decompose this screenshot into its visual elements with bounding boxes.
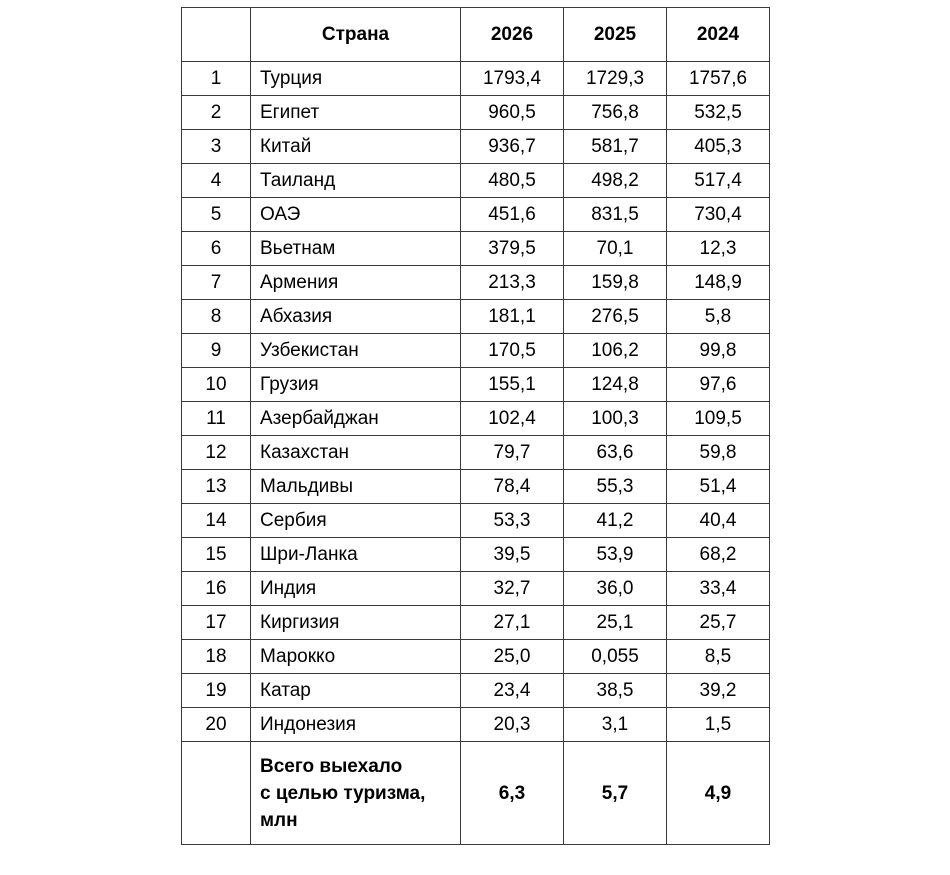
value-2025-cell: 276,5 — [564, 300, 667, 334]
value-2025-cell: 25,1 — [564, 606, 667, 640]
value-2025-cell: 63,6 — [564, 436, 667, 470]
value-2024-cell: 148,9 — [667, 266, 770, 300]
value-2024-cell: 99,8 — [667, 334, 770, 368]
country-cell: Египет — [251, 96, 461, 130]
table-row — [182, 674, 770, 708]
value-2026-cell: 78,4 — [461, 470, 564, 504]
total-2026: 6,3 — [461, 742, 564, 845]
table-row — [182, 164, 770, 198]
value-2026-cell: 27,1 — [461, 606, 564, 640]
country-cell: Узбекистан — [251, 334, 461, 368]
value-2026-cell: 53,3 — [461, 504, 564, 538]
rank-cell: 19 — [182, 674, 251, 708]
tourism-table — [181, 7, 770, 845]
value-2024-cell: 109,5 — [667, 402, 770, 436]
table-row — [182, 640, 770, 674]
table-body — [182, 62, 770, 742]
country-cell: Абхазия — [251, 300, 461, 334]
value-2025-cell: 3,1 — [564, 708, 667, 742]
rank-cell: 5 — [182, 198, 251, 232]
table-row — [182, 538, 770, 572]
header-year-2024: 2024 — [667, 8, 770, 62]
total-rank-cell — [182, 742, 251, 845]
value-2025-cell: 1729,3 — [564, 62, 667, 96]
value-2025-cell: 70,1 — [564, 232, 667, 266]
country-cell: Мальдивы — [251, 470, 461, 504]
table-row — [182, 470, 770, 504]
value-2024-cell: 1,5 — [667, 708, 770, 742]
value-2024-cell: 33,4 — [667, 572, 770, 606]
value-2024-cell: 405,3 — [667, 130, 770, 164]
value-2026-cell: 451,6 — [461, 198, 564, 232]
rank-cell: 14 — [182, 504, 251, 538]
rank-cell: 17 — [182, 606, 251, 640]
value-2026-cell: 102,4 — [461, 402, 564, 436]
country-cell: Сербия — [251, 504, 461, 538]
value-2025-cell: 498,2 — [564, 164, 667, 198]
total-label-line: млн — [260, 809, 298, 831]
value-2025-cell: 831,5 — [564, 198, 667, 232]
value-2025-cell: 106,2 — [564, 334, 667, 368]
value-2025-cell: 53,9 — [564, 538, 667, 572]
value-2024-cell: 68,2 — [667, 538, 770, 572]
table-row — [182, 402, 770, 436]
value-2024-cell: 51,4 — [667, 470, 770, 504]
table-row — [182, 436, 770, 470]
value-2026-cell: 32,7 — [461, 572, 564, 606]
table-row — [182, 708, 770, 742]
country-cell: Таиланд — [251, 164, 461, 198]
table-row — [182, 96, 770, 130]
rank-cell: 13 — [182, 470, 251, 504]
rank-cell: 16 — [182, 572, 251, 606]
value-2025-cell: 124,8 — [564, 368, 667, 402]
value-2024-cell: 25,7 — [667, 606, 770, 640]
value-2025-cell: 0,055 — [564, 640, 667, 674]
country-cell: ОАЭ — [251, 198, 461, 232]
value-2024-cell: 1757,6 — [667, 62, 770, 96]
rank-cell: 2 — [182, 96, 251, 130]
value-2025-cell: 100,3 — [564, 402, 667, 436]
value-2026-cell: 39,5 — [461, 538, 564, 572]
value-2025-cell: 38,5 — [564, 674, 667, 708]
table-row — [182, 300, 770, 334]
value-2026-cell: 155,1 — [461, 368, 564, 402]
value-2026-cell: 181,1 — [461, 300, 564, 334]
value-2026-cell: 79,7 — [461, 436, 564, 470]
value-2025-cell: 55,3 — [564, 470, 667, 504]
value-2025-cell: 159,8 — [564, 266, 667, 300]
rank-cell: 12 — [182, 436, 251, 470]
table-row — [182, 62, 770, 96]
table-row — [182, 334, 770, 368]
value-2026-cell: 480,5 — [461, 164, 564, 198]
value-2024-cell: 12,3 — [667, 232, 770, 266]
country-cell: Марокко — [251, 640, 461, 674]
value-2025-cell: 36,0 — [564, 572, 667, 606]
rank-cell: 20 — [182, 708, 251, 742]
value-2026-cell: 1793,4 — [461, 62, 564, 96]
value-2026-cell: 213,3 — [461, 266, 564, 300]
value-2024-cell: 97,6 — [667, 368, 770, 402]
rank-cell: 8 — [182, 300, 251, 334]
table-row — [182, 266, 770, 300]
rank-cell: 6 — [182, 232, 251, 266]
rank-cell: 11 — [182, 402, 251, 436]
country-cell: Шри-Ланка — [251, 538, 461, 572]
rank-cell: 3 — [182, 130, 251, 164]
header-rank — [182, 8, 251, 62]
rank-cell: 18 — [182, 640, 251, 674]
value-2024-cell: 8,5 — [667, 640, 770, 674]
country-cell: Индия — [251, 572, 461, 606]
value-2025-cell: 756,8 — [564, 96, 667, 130]
value-2024-cell: 40,4 — [667, 504, 770, 538]
rank-cell: 1 — [182, 62, 251, 96]
rank-cell: 4 — [182, 164, 251, 198]
table-row — [182, 130, 770, 164]
country-cell: Турция — [251, 62, 461, 96]
header-year-2025: 2025 — [564, 8, 667, 62]
table-row — [182, 232, 770, 266]
value-2026-cell: 379,5 — [461, 232, 564, 266]
total-row — [182, 742, 770, 845]
header-country: Страна — [251, 8, 461, 62]
value-2026-cell: 960,5 — [461, 96, 564, 130]
country-cell: Киргизия — [251, 606, 461, 640]
header-year-2026: 2026 — [461, 8, 564, 62]
total-label-line: Всего выехало — [260, 755, 403, 777]
country-cell: Индонезия — [251, 708, 461, 742]
value-2025-cell: 41,2 — [564, 504, 667, 538]
country-cell: Китай — [251, 130, 461, 164]
value-2024-cell: 730,4 — [667, 198, 770, 232]
total-2024: 4,9 — [667, 742, 770, 845]
table-row — [182, 504, 770, 538]
table-row — [182, 368, 770, 402]
country-cell: Азербайджан — [251, 402, 461, 436]
value-2026-cell: 23,4 — [461, 674, 564, 708]
total-label-line: с целью туризма, — [260, 782, 426, 804]
value-2024-cell: 517,4 — [667, 164, 770, 198]
country-cell: Грузия — [251, 368, 461, 402]
value-2026-cell: 20,3 — [461, 708, 564, 742]
table-row — [182, 198, 770, 232]
rank-cell: 15 — [182, 538, 251, 572]
country-cell: Казахстан — [251, 436, 461, 470]
table-row — [182, 606, 770, 640]
total-2025: 5,7 — [564, 742, 667, 845]
value-2024-cell: 532,5 — [667, 96, 770, 130]
country-cell: Вьетнам — [251, 232, 461, 266]
table-header-row — [182, 8, 770, 62]
country-cell: Армения — [251, 266, 461, 300]
rank-cell: 7 — [182, 266, 251, 300]
rank-cell: 9 — [182, 334, 251, 368]
value-2024-cell: 59,8 — [667, 436, 770, 470]
value-2024-cell: 39,2 — [667, 674, 770, 708]
value-2024-cell: 5,8 — [667, 300, 770, 334]
value-2026-cell: 170,5 — [461, 334, 564, 368]
value-2026-cell: 936,7 — [461, 130, 564, 164]
table-row — [182, 572, 770, 606]
country-cell: Катар — [251, 674, 461, 708]
value-2025-cell: 581,7 — [564, 130, 667, 164]
total-label — [251, 742, 461, 845]
value-2026-cell: 25,0 — [461, 640, 564, 674]
rank-cell: 10 — [182, 368, 251, 402]
